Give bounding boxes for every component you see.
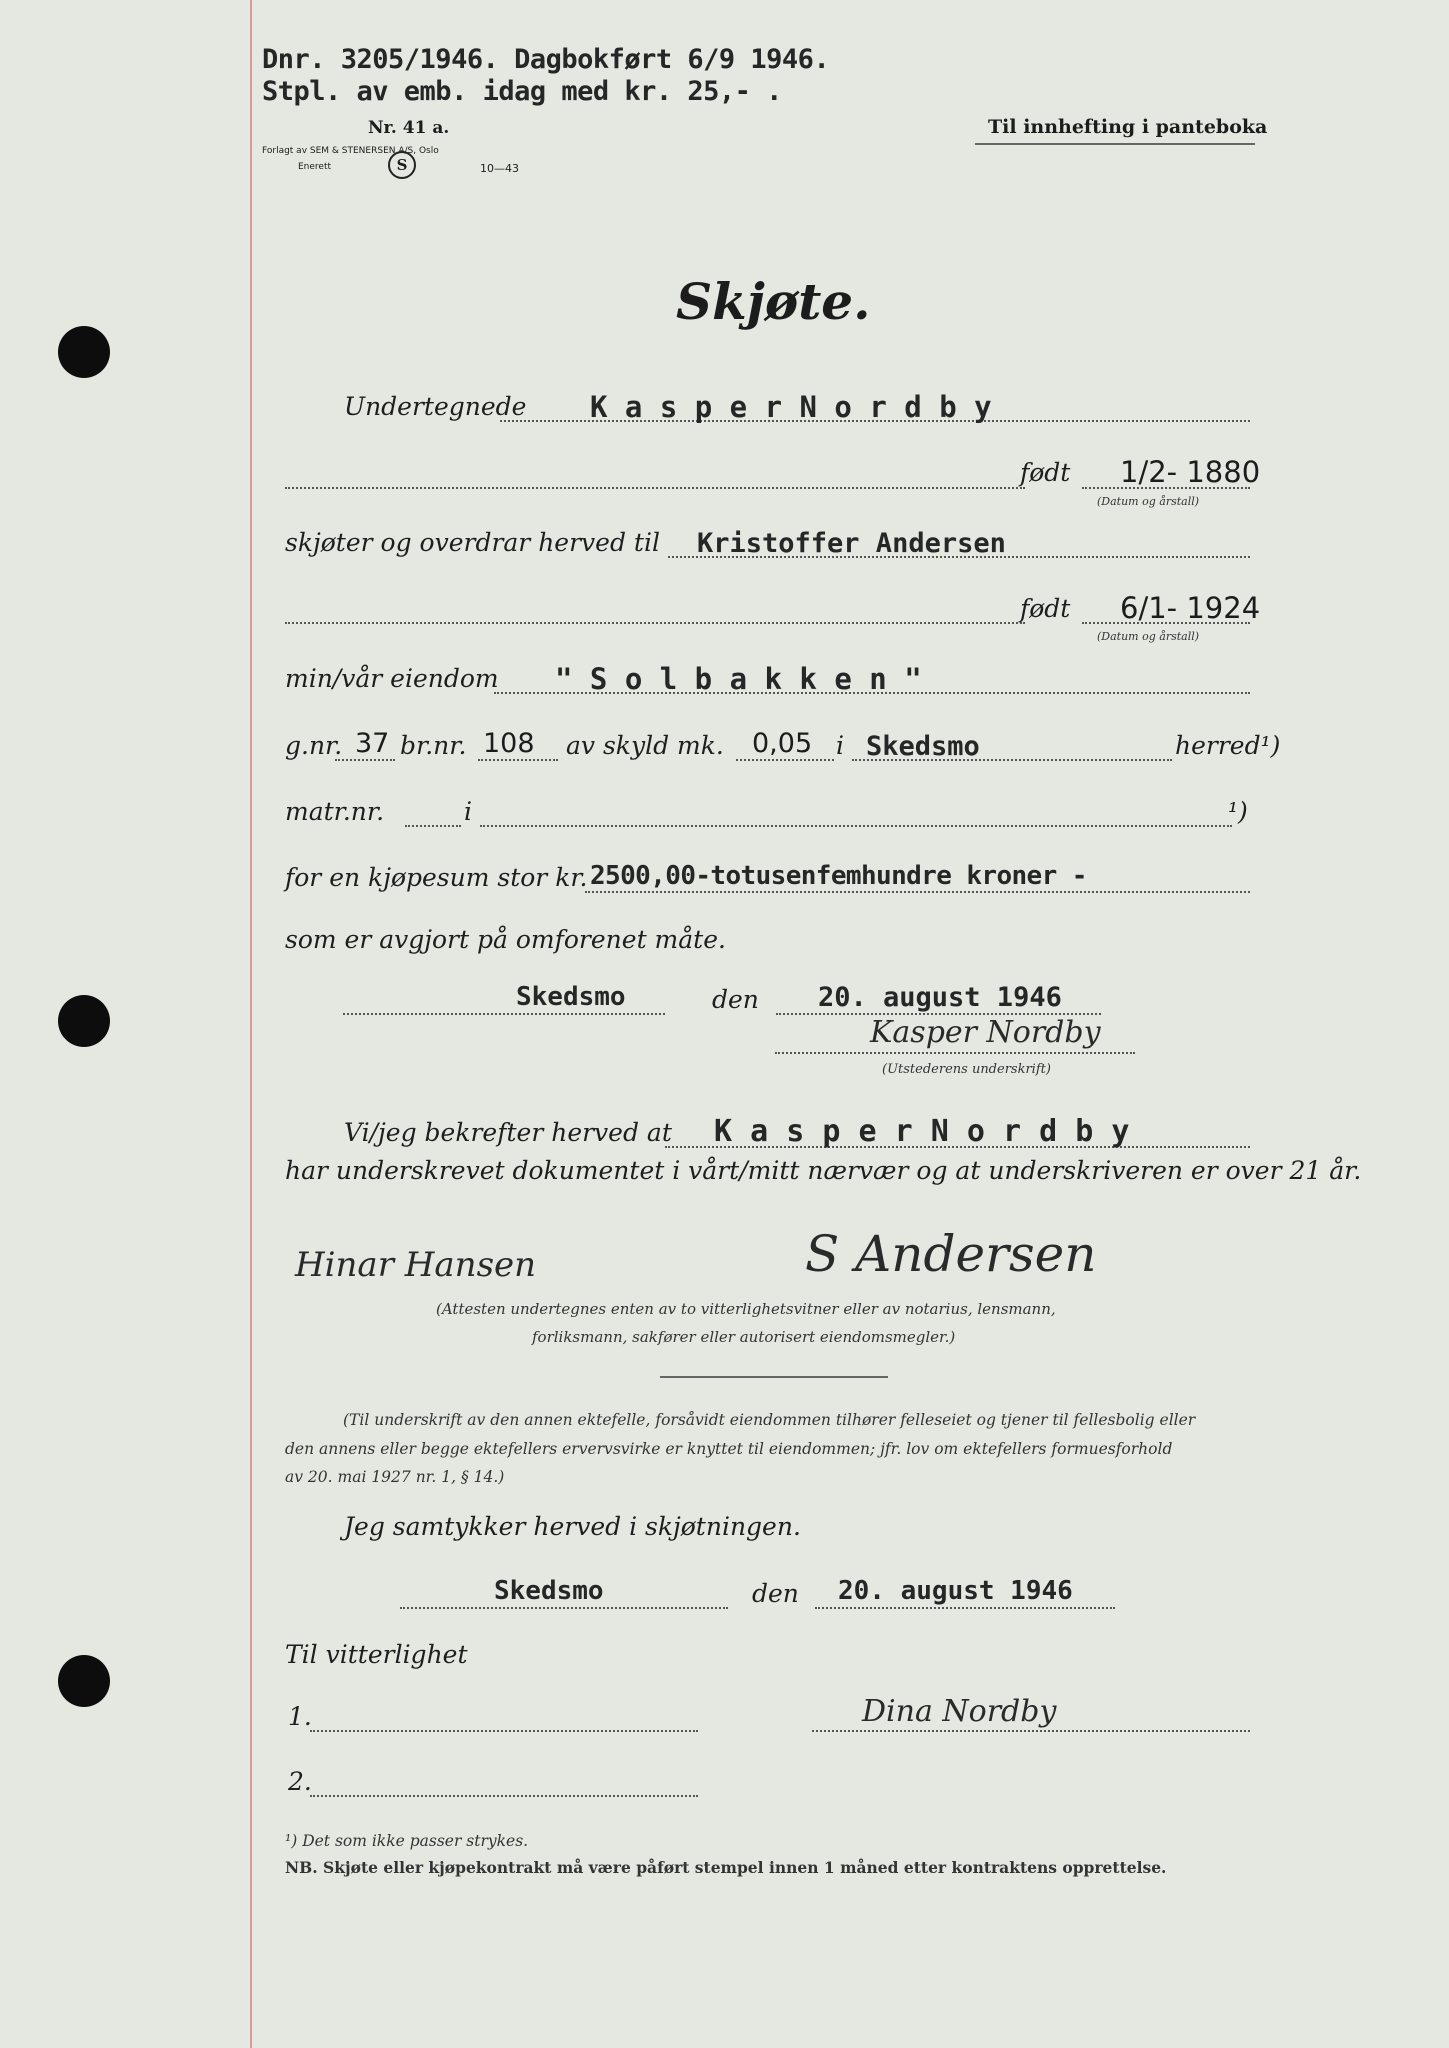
matr-footnote-mark: ¹) [1228,797,1248,826]
grantor-extra-line [285,487,1025,489]
publisher-logo: S [388,151,416,179]
matr-i-label: i [464,797,472,826]
spouse-signature-line [812,1730,1250,1732]
witness-line-2 [310,1795,698,1797]
municipality-i-label: i [836,731,844,760]
consent-den-label: den [752,1579,799,1608]
witness-subject-name: K a s p e r N o r d b y [714,1114,1130,1149]
footnote: ¹) Det som ikke passer strykes. [285,1832,529,1850]
matr-municipality-line [480,825,1232,827]
place-value: Skedsmo [516,982,626,1012]
margin-line [250,0,252,2048]
grantor-born-hint: (Datum og årstall) [1097,495,1200,508]
filing-note: Til innhefting i panteboka [988,116,1268,138]
consent-date-line [815,1607,1115,1609]
publisher-rights: Enerett [298,162,332,172]
skyld-dotted-line [736,759,834,761]
witness-label: Vi/jeg bekrefter herved at [344,1118,672,1147]
filing-note-underline [975,143,1255,145]
witness-line-1 [310,1730,698,1732]
brnr-value: 108 [483,728,535,759]
gnr-label: g.nr. [285,731,343,760]
consent-place: Skedsmo [494,1576,604,1606]
grantee-born-date: 6/1- 1924 [1120,591,1261,625]
witness-note-line1: (Attesten undertegnes enten av to vitterlighetsvitner eller av notarius, lensmann, [436,1300,1056,1318]
herred-label: herred¹) [1175,731,1281,760]
matr-dotted-line [405,825,461,827]
price-label: for en kjøpesum stor kr. [285,863,588,892]
brnr-dotted-line [478,759,558,761]
spouse-note-line2: den annens eller begge ektefellers ervervsvirke er knyttet til eiendommen; jfr. lov om ektefellers formuesforhold [285,1440,1173,1458]
matr-label: matr.nr. [285,797,385,826]
issuer-signature-hint: (Utstederens underskrift) [882,1062,1051,1077]
price-amount: 2500,00-totusenfemhundre kroner - [590,861,1087,891]
vitterlighet-heading: Til vitterlighet [285,1640,468,1669]
place-dotted-line [343,1013,665,1015]
price-dotted-line [585,891,1250,893]
consent-text: Jeg samtykker herved i skjøtningen. [344,1512,801,1541]
grantee-born-label: født [1020,594,1071,623]
publisher-line: Forlagt av SEM & STENERSEN A/S, Oslo [262,146,439,156]
grantor-label: Undertegnede [344,392,527,421]
skyld-value: 0,05 [752,728,813,759]
document-title: Skjøte. [676,272,871,331]
gnr-value: 37 [355,728,390,759]
grantee-born-hint: (Datum og årstall) [1097,630,1200,643]
municipality-value: Skedsmo [866,731,980,762]
grantor-born-date: 1/2- 1880 [1120,455,1261,489]
grantee-label: skjøter og overdrar herved til [285,528,660,557]
spouse-note-line3: av 20. mai 1927 nr. 1, § 14.) [285,1468,505,1486]
publisher-code: 10—43 [480,162,519,175]
punch-hole [58,1655,110,1707]
property-label: min/vår eiendom [285,664,499,693]
brnr-label: br.nr. [400,731,467,760]
consent-place-line [400,1607,728,1609]
witness-item-1: 1. [288,1702,312,1731]
grantor-born-label: født [1020,458,1071,487]
witness-statement: har underskrevet dokumentet i vårt/mitt nærvær og at underskriveren er over 21 år. [285,1156,1362,1185]
registration-stamp-line1: Dnr. 3205/1946. Dagbokført 6/9 1946. [262,44,830,75]
date-value: 20. august 1946 [818,982,1062,1013]
property-name: " S o l b a k k e n " [555,662,922,696]
spouse-signature: Dina Nordby [862,1694,1057,1729]
consent-date: 20. august 1946 [838,1576,1073,1606]
settlement-text: som er avgjort på omforenet måte. [285,925,726,954]
witness-note-line2: forliksmann, sakfører eller autorisert eiendomsmegler.) [532,1328,956,1346]
skyld-label: av skyld mk. [566,731,724,760]
registration-stamp-line2: Stpl. av emb. idag med kr. 25,- . [262,76,782,107]
grantee-extra-line [285,622,1025,624]
nb-note: NB. Skjøte eller kjøpekontrakt må være påført stempel innen 1 måned etter kontraktens opprettelse. [285,1858,1167,1877]
section-divider [660,1376,888,1378]
witness-signature-1: Hinar Hansen [295,1245,537,1285]
form-number: Nr. 41 a. [368,118,450,138]
issuer-signature: Kasper Nordby [870,1015,1101,1050]
issuer-signature-line [775,1052,1135,1054]
witness-item-2: 2. [288,1767,312,1796]
witness-signature-2: S Andersen [805,1225,1097,1283]
punch-hole [58,326,110,378]
date-den-label: den [712,985,759,1014]
gnr-dotted-line [335,759,395,761]
spouse-note-line1: (Til underskrift av den annen ektefelle, forsåvidt eiendommen tilhører felleseiet og tjener til fellesbolig eller [343,1411,1196,1429]
punch-hole [58,995,110,1047]
grantor-name: K a s p e r N o r d b y [590,390,992,424]
grantee-name: Kristoffer Andersen [697,528,1006,559]
